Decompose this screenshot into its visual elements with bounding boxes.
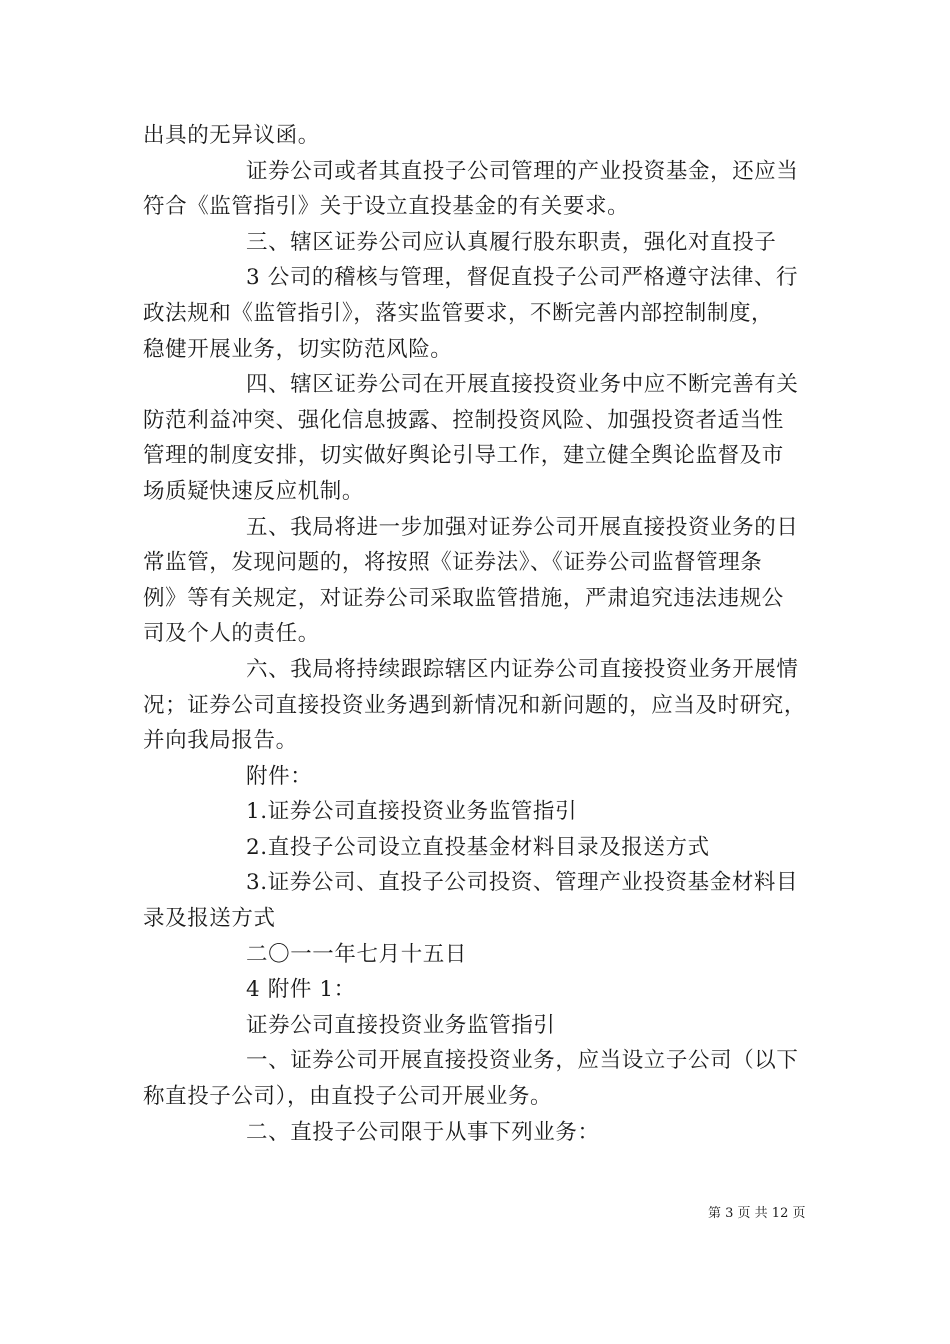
text-line: 一、证券公司开展直接投资业务，应当设立子公司（以下: [246, 1048, 799, 1074]
text-line: 况；证券公司直接投资业务遇到新情况和新问题的，应当及时研究，: [143, 692, 807, 718]
text-line: 3.证券公司、直投子公司投资、管理产业投资基金材料目: [246, 870, 799, 896]
text-line: 六、我局将持续跟踪辖区内证券公司直接投资业务开展情: [246, 656, 799, 682]
text-line: 录及报送方式: [143, 906, 276, 932]
text-line: 并向我局报告。: [143, 728, 298, 754]
text-line: 稳健开展业务，切实防范风险。: [143, 336, 453, 362]
text-line: 符合《监管指引》关于设立直投基金的有关要求。: [143, 194, 630, 220]
text-line: 五、我局将进一步加强对证券公司开展直接投资业务的日: [246, 514, 799, 540]
text-line: 证券公司直接投资业务监管指引: [246, 1012, 556, 1038]
text-line: 出具的无异议函。: [143, 123, 320, 148]
text-line: 四、辖区证券公司在开展直接投资业务中应不断完善有关: [246, 372, 799, 398]
text-line: 司及个人的责任。: [143, 621, 320, 647]
text-line: 3 公司的稽核与管理，督促直投子公司严格遵守法律、行: [246, 265, 799, 291]
text-line: 2.直投子公司设立直投基金材料目录及报送方式: [246, 834, 710, 860]
text-line: 1.证券公司直接投资业务监管指引: [246, 799, 578, 825]
text-line: 三、辖区证券公司应认真履行股东职责，强化对直投子: [246, 229, 777, 255]
text-line: 场质疑快速反应机制。: [143, 478, 365, 504]
document-body: [143, 118, 813, 1150]
text-line: 证券公司或者其直投子公司管理的产业投资基金，还应当: [246, 158, 799, 184]
text-line: 管理的制度安排，切实做好舆论引导工作，建立健全舆论监督及市: [143, 443, 784, 469]
text-line: 称直投子公司），由直投子公司开展业务。: [143, 1084, 553, 1110]
text-line: 政法规和《监管指引》，落实监管要求，不断完善内部控制制度，: [143, 300, 774, 326]
page-number-footer: 第 3 页 共 12 页: [708, 1206, 806, 1221]
text-line: 常监管，发现问题的，将按照《证券法》、《证券公司监督管理条: [143, 550, 763, 576]
text-line: 防范利益冲突、强化信息披露、控制投资风险、加强投资者适当性: [143, 407, 784, 433]
text-line: 4 附件 1：: [246, 977, 356, 1003]
text-line: 二、直投子公司限于从事下列业务：: [246, 1119, 600, 1145]
text-line: 二〇一一年七月十五日: [246, 941, 468, 967]
text-line: 例》等有关规定，对证券公司采取监管措施，严肃追究违法违规公: [143, 585, 784, 611]
text-line: 附件：: [246, 763, 313, 789]
